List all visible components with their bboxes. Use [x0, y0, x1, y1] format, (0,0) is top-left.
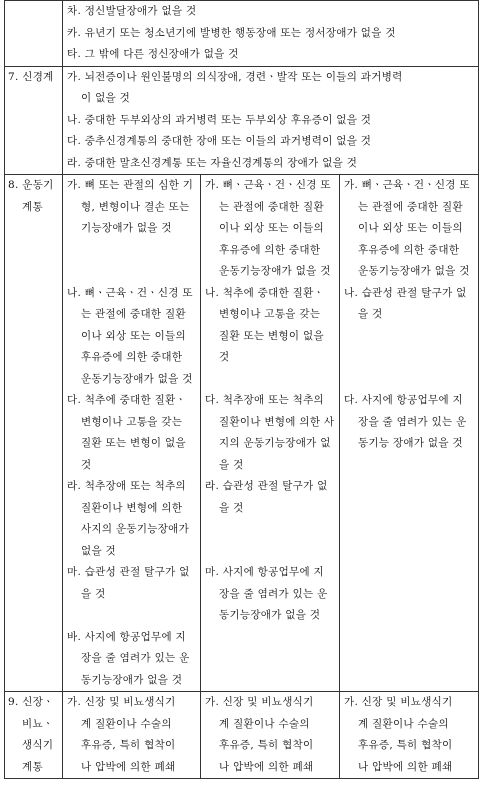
criteria-cell-class-3	[340, 175, 479, 692]
criteria-line: 나 압박에 의한 폐쇄	[219, 760, 314, 773]
criteria-line: 장을 줄 염려가 있는 운	[219, 587, 328, 600]
criteria-line: 변형이나 고통을 갖는	[81, 415, 183, 428]
criteria-line: 이나 외상 또는 이들의	[358, 222, 463, 234]
criteria-line: 는 관절에 중대한 질환	[219, 200, 324, 213]
criteria-line: 다. 척추장애 또는 척추의	[205, 394, 324, 406]
criteria-line: 가. 뇌전증이나 원인불명의 의식장애, 경련ㆍ발작 또는 이들의 과거병력	[67, 70, 403, 83]
criteria-line: 이 없을 것	[81, 92, 131, 104]
criteria-cell-class-2	[201, 175, 340, 692]
criteria-line: 라. 척추장애 또는 척추의	[67, 480, 186, 492]
criteria-cell-class-1	[63, 175, 201, 692]
category-cell	[5, 1, 63, 67]
table-row	[5, 1, 479, 67]
criteria-line: 동기능 장애가 없을 것	[358, 437, 463, 449]
criteria-line: 후유증에 의한 중대한	[219, 243, 321, 256]
criteria-line: 을 것	[219, 501, 244, 514]
criteria-line: 변형이나 고통을 갖는	[219, 308, 321, 320]
criteria-line: 질환이나 변형에 의한 사	[219, 415, 335, 428]
criteria-line: 나. 습관성 관절 탈구가 없	[344, 286, 467, 299]
medical-standards-table	[4, 0, 479, 779]
category-label: 계통	[22, 760, 43, 773]
criteria-cell-merged	[63, 66, 479, 175]
criteria-cell-merged	[63, 1, 479, 67]
table-row	[5, 175, 479, 692]
category-label: 8. 운동기	[8, 179, 54, 191]
criteria-line: 가. 신장 및 비뇨생식기	[344, 696, 453, 708]
category-label: 9. 신장ㆍ	[8, 696, 54, 708]
criteria-line: 질환이나 변형에 의한	[81, 501, 183, 514]
criteria-line: 가. 신장 및 비뇨생식기	[67, 696, 176, 708]
criteria-line: 계 질환이나 수술의	[219, 717, 310, 730]
criteria-line: 가. 신장 및 비뇨생식기	[205, 696, 314, 708]
criteria-line: 는 관절에 중대한 질환	[81, 308, 186, 320]
criteria-line: 이나 외상 또는 이들의	[81, 329, 186, 342]
criteria-line: 가. 뼈ㆍ근육ㆍ건ㆍ신경 또	[344, 179, 470, 191]
criteria-line: 을 것	[219, 458, 244, 471]
criteria-line: 지의 운동기능장애가 없	[219, 437, 331, 449]
criteria-line: 다. 사지에 항공업무에 지	[344, 394, 463, 406]
criteria-line: 카. 유년기 또는 청소년기에 발병한 행동장애 또는 정서장애가 없을 것	[67, 26, 396, 39]
criteria-line: 나 압박에 의한 폐쇄	[358, 760, 453, 773]
criteria-line: 동기능장애가 없을 것	[81, 673, 183, 686]
criteria-cell-class-3	[340, 692, 479, 779]
criteria-line: 나 압박에 의한 폐쇄	[81, 760, 176, 773]
criteria-line: 계 질환이나 수술의	[81, 717, 172, 730]
criteria-line: 라. 중대한 말초신경계통 또는 자율신경계통의 장애가 없을 것	[67, 156, 358, 169]
criteria-line: 질환 또는 변형이 없을	[81, 437, 186, 449]
category-cell	[5, 66, 63, 175]
criteria-line: 마. 습관성 관절 탈구가 없	[67, 566, 190, 578]
criteria-line: 계 질환이나 수술의	[358, 717, 449, 730]
criteria-line: 후유증, 특히 협착이	[219, 739, 314, 751]
criteria-line: 타. 그 밖에 다른 정신장애가 없을 것	[67, 48, 239, 60]
criteria-line: 다. 척추에 중대한 질환ㆍ	[67, 394, 186, 406]
category-label: 생식기	[22, 739, 54, 751]
criteria-line: 가. 뼈ㆍ근육ㆍ건ㆍ신경 또	[205, 179, 331, 191]
table-row	[5, 692, 479, 779]
category-label: 7. 신경계	[8, 70, 54, 83]
criteria-line: 을 것	[358, 308, 383, 320]
criteria-line: 후유증에 의한 중대한	[358, 243, 460, 256]
criteria-line: 운동기능장애가 없을 것	[358, 265, 470, 277]
criteria-line: 후유증에 의한 중대한	[81, 351, 183, 363]
criteria-line: 라. 습관성 관절 탈구가 없	[205, 480, 328, 492]
criteria-line: 나. 중대한 두부외상의 과거병력 또는 두부외상 후유증이 없을 것	[67, 113, 372, 126]
criteria-line: 것	[219, 351, 230, 363]
criteria-line: 형, 변형이나 결손 또는	[81, 200, 190, 213]
criteria-cell-class-2	[201, 692, 340, 779]
criteria-line: 사지의 운동기능장애가	[81, 523, 190, 535]
criteria-line: 을 것	[81, 587, 106, 600]
criteria-line: 장을 줄 염려가 있는 운	[81, 652, 190, 664]
criteria-line: 장을 줄 염려가 있는 운	[358, 415, 467, 428]
criteria-line: 것	[81, 458, 92, 471]
criteria-line: 나. 척추에 중대한 질환ㆍ	[205, 286, 324, 299]
table-row	[5, 66, 479, 175]
category-label: 계통	[22, 200, 43, 213]
category-cell	[5, 175, 63, 692]
criteria-line: 는 관절에 중대한 질환	[358, 200, 463, 213]
category-label: 비뇨ㆍ	[22, 717, 54, 730]
criteria-line: 질환 또는 변형이 없을	[219, 329, 324, 342]
criteria-cell-class-1	[63, 692, 201, 779]
criteria-line: 없을 것	[81, 544, 116, 557]
criteria-line: 다. 중추신경계통의 중대한 장애 또는 이들의 과거병력이 없을 것	[67, 135, 372, 147]
criteria-line: 후유증, 특히 협착이	[81, 739, 176, 751]
criteria-line: 바. 사지에 항공업무에 지	[67, 630, 186, 643]
criteria-line: 이나 외상 또는 이들의	[219, 222, 324, 234]
category-cell	[5, 692, 63, 779]
criteria-line: 마. 사지에 항공업무에 지	[205, 566, 324, 578]
criteria-line: 후유증, 특히 협착이	[358, 739, 453, 751]
criteria-line: 운동기능장애가 없을 것	[81, 372, 193, 385]
criteria-line: 가. 뼈 또는 관절의 심한 기	[67, 179, 194, 191]
criteria-line: 나. 뼈ㆍ근육ㆍ건ㆍ신경 또	[67, 286, 193, 299]
criteria-line: 운동기능장애가 없을 것	[219, 265, 331, 277]
criteria-line: 동기능장애가 없을 것	[219, 609, 321, 621]
criteria-line: 기능장애가 없을 것	[81, 222, 172, 234]
criteria-line: 차. 정신발달장애가 없을 것	[67, 5, 197, 17]
